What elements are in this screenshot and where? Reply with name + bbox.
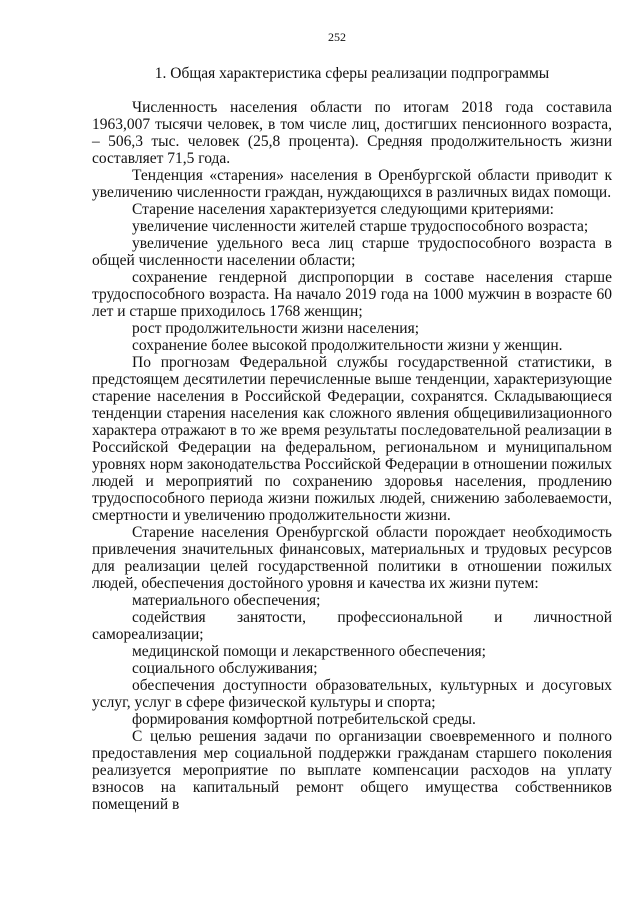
page-number: 252 bbox=[328, 30, 346, 44]
paragraph: содействия занятости, профессиональной и личностной самореализации; bbox=[92, 609, 612, 643]
paragraph: Старение населения характеризуется следующими критериями: bbox=[132, 201, 554, 218]
paragraph: обеспечения доступности образовательных, культурных и досуговых услуг, услуг в сфере физической культуры и спорта; bbox=[92, 677, 612, 711]
paragraph: формирования комфортной потребительской среды. bbox=[132, 711, 476, 728]
paragraph: медицинской помощи и лекарственного обеспечения; bbox=[132, 643, 486, 660]
paragraph: Численность населения области по итогам 2018 года составила 1963,007 тысячи человек, в том числе лиц, достигших пенсионного возраста, – 506,3 тыс. человек (25,8 процента). Средняя продолжительность жизни составляет 71,5 года. bbox=[92, 99, 612, 167]
paragraph: рост продолжительности жизни населения; bbox=[132, 320, 419, 337]
paragraph: Тенденция «старения» населения в Оренбургской области приводит к увеличению численности граждан, нуждающихся в различных видах помощи. bbox=[92, 167, 612, 201]
paragraph: Старение населения Оренбургской области порождает необходимость привлечения значительных финансовых, материальных и трудовых ресурсов для реализации целей государственной политики в отношении пожилых людей, обеспечения достойного уровня и качества их жизни путем: bbox=[92, 524, 612, 592]
section-title: 1. Общая характеристика сферы реализации подпрограммы bbox=[154, 65, 550, 82]
document-body bbox=[92, 99, 612, 813]
paragraph: С целью решения задачи по организации своевременного и полного предоставления мер социальной поддержки гражданам старшего поколения реализуется мероприятие по выплате компенсации расходов на уплату взносов на капитальный ремонт общего имущества собственников помещений в bbox=[92, 728, 612, 813]
paragraph: социального обслуживания; bbox=[132, 660, 318, 677]
paragraph: По прогнозам Федеральной службы государственной статистики, в предстоящем десятилетии перечисленные выше тенденции, характеризующие старение населения в Российской Федерации, сохранятся. Складывающиеся тенденции старения населения как сложного явления общецивилизационного характера отражают в то же время результаты последовательной реализации в Российской Федерации на федеральном, региональном и муниципальном уровнях норм законодательства Российской Федерации в отношении пожилых людей и мероприятий по сохранению здоровья населения, продлению трудоспособного периода жизни пожилых людей, снижению заболеваемости, смертности и увеличению продолжительности жизни. bbox=[92, 354, 612, 524]
paragraph: сохранение гендерной диспропорции в составе населения старше трудоспособного возраста. На начало 2019 года на 1000 мужчин в возрасте 60 лет и старше приходилось 1768 женщин; bbox=[92, 269, 612, 320]
paragraph: сохранение более высокой продолжительности жизни у женщин. bbox=[132, 337, 563, 354]
paragraph: увеличение численности жителей старше трудоспособного возраста; bbox=[132, 218, 589, 235]
paragraph: увеличение удельного веса лиц старше трудоспособного возраста в общей численности населении области; bbox=[92, 235, 612, 269]
paragraph: материального обеспечения; bbox=[132, 592, 321, 609]
